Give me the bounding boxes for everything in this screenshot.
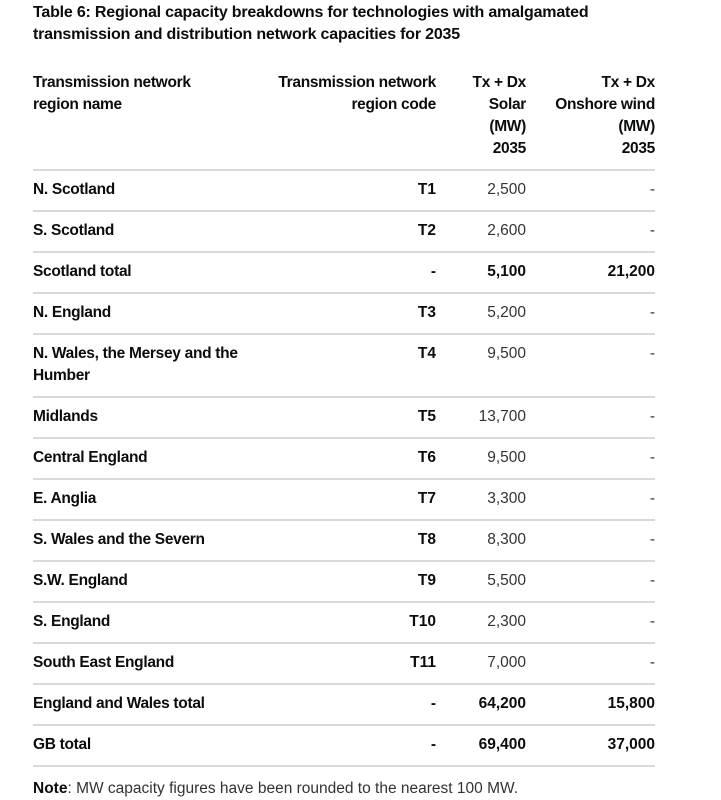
- table-total-row: [33, 252, 655, 293]
- region-code-cell: -: [253, 725, 436, 766]
- onshore-wind-capacity-cell: -: [526, 602, 655, 643]
- solar-capacity-cell: 69,400: [436, 725, 526, 766]
- header-line: Onshore wind: [555, 96, 655, 113]
- region-name-cell: N. Wales, the Mersey and the Humber: [33, 334, 253, 397]
- region-code-cell: T11: [253, 643, 436, 684]
- onshore-wind-capacity-cell: -: [526, 479, 655, 520]
- table-row: [33, 602, 655, 643]
- region-name-cell: S. England: [33, 602, 253, 643]
- header-line: Tx + Dx: [472, 74, 526, 91]
- solar-capacity-cell: 5,500: [436, 561, 526, 602]
- table-row: [33, 170, 655, 211]
- header-line: region name: [33, 96, 122, 113]
- region-name-cell: Midlands: [33, 397, 253, 438]
- solar-capacity-cell: 64,200: [436, 684, 526, 725]
- region-code-cell: T2: [253, 211, 436, 252]
- solar-capacity-cell: 2,500: [436, 170, 526, 211]
- region-name-cell: S. Scotland: [33, 211, 253, 252]
- onshore-wind-capacity-cell: 15,800: [526, 684, 655, 725]
- onshore-wind-capacity-cell: 37,000: [526, 725, 655, 766]
- note-text: : MW capacity figures have been rounded to the nearest 100 MW.: [67, 780, 519, 797]
- region-code-cell: T5: [253, 397, 436, 438]
- region-name-cell: Scotland total: [33, 252, 253, 293]
- region-code-cell: T4: [253, 334, 436, 397]
- onshore-wind-capacity-cell: -: [526, 170, 655, 211]
- table-row: [33, 397, 655, 438]
- region-name-cell: Central England: [33, 438, 253, 479]
- onshore-wind-capacity-cell: -: [526, 397, 655, 438]
- table-row: [33, 334, 655, 397]
- onshore-wind-capacity-cell: -: [526, 334, 655, 397]
- table-header-row: [33, 70, 655, 170]
- header-line: Solar: [488, 96, 526, 113]
- table-row: [33, 520, 655, 561]
- table-total-row: [33, 725, 655, 766]
- onshore-wind-capacity-cell: -: [526, 293, 655, 334]
- region-name-cell: S.W. England: [33, 561, 253, 602]
- onshore-wind-capacity-cell: -: [526, 643, 655, 684]
- header-line: 2035: [492, 140, 526, 157]
- header-onshore-wind: [526, 70, 655, 170]
- table-row: [33, 293, 655, 334]
- region-code-cell: -: [253, 252, 436, 293]
- region-name-cell: South East England: [33, 643, 253, 684]
- region-name-cell: England and Wales total: [33, 684, 253, 725]
- header-solar: [436, 70, 526, 170]
- solar-capacity-cell: 9,500: [436, 334, 526, 397]
- table-row: [33, 479, 655, 520]
- solar-capacity-cell: 5,100: [436, 252, 526, 293]
- region-code-cell: T9: [253, 561, 436, 602]
- solar-capacity-cell: 13,700: [436, 397, 526, 438]
- header-line: region code: [351, 96, 436, 113]
- region-code-cell: T3: [253, 293, 436, 334]
- table-total-row: [33, 684, 655, 725]
- header-line: (MW): [618, 118, 655, 135]
- header-line: Transmission network: [278, 74, 436, 91]
- onshore-wind-capacity-cell: 21,200: [526, 252, 655, 293]
- region-code-cell: T8: [253, 520, 436, 561]
- capacity-table: [33, 70, 655, 767]
- header-line: Tx + Dx: [601, 74, 655, 91]
- onshore-wind-capacity-cell: -: [526, 520, 655, 561]
- header-line: (MW): [489, 118, 526, 135]
- region-code-cell: -: [253, 684, 436, 725]
- region-code-cell: T6: [253, 438, 436, 479]
- header-region-code: [253, 70, 436, 170]
- onshore-wind-capacity-cell: -: [526, 438, 655, 479]
- region-name-cell: GB total: [33, 725, 253, 766]
- solar-capacity-cell: 8,300: [436, 520, 526, 561]
- solar-capacity-cell: 2,300: [436, 602, 526, 643]
- solar-capacity-cell: 2,600: [436, 211, 526, 252]
- onshore-wind-capacity-cell: -: [526, 561, 655, 602]
- table-row: [33, 211, 655, 252]
- region-name-cell: E. Anglia: [33, 479, 253, 520]
- region-name-cell: N. Scotland: [33, 170, 253, 211]
- header-line: 2035: [621, 140, 655, 157]
- solar-capacity-cell: 3,300: [436, 479, 526, 520]
- region-name-cell: N. England: [33, 293, 253, 334]
- table-row: [33, 561, 655, 602]
- region-code-cell: T10: [253, 602, 436, 643]
- region-code-cell: T7: [253, 479, 436, 520]
- table-row: [33, 438, 655, 479]
- region-code-cell: T1: [253, 170, 436, 211]
- solar-capacity-cell: 9,500: [436, 438, 526, 479]
- header-line: Transmission network: [33, 74, 191, 91]
- table-caption: Table 6: Regional capacity breakdowns for technologies with amalgamated transmission and distribution network capacities for 2035: [33, 4, 589, 43]
- header-region-name: [33, 70, 253, 170]
- solar-capacity-cell: 7,000: [436, 643, 526, 684]
- note-label: Note: [33, 780, 68, 797]
- region-name-cell: S. Wales and the Severn: [33, 520, 253, 561]
- solar-capacity-cell: 5,200: [436, 293, 526, 334]
- table-note: [33, 779, 518, 799]
- table-row: [33, 643, 655, 684]
- onshore-wind-capacity-cell: -: [526, 211, 655, 252]
